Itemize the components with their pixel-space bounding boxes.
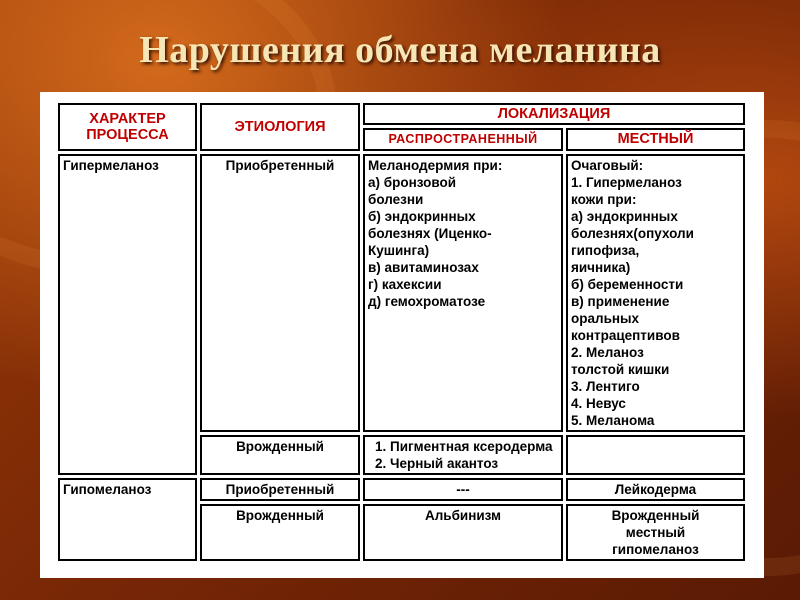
hyper-process-cell: Гипермеланоз (58, 154, 197, 475)
hyper-congenital-widespread (363, 435, 563, 475)
table-sheet (40, 92, 764, 578)
hypo-process-cell: Гипомеланоз (58, 478, 197, 561)
hyper-acquired-local: Очаговый: 1. Гипермеланоз кожи при: а) эндокринных болезнях(опухоли гипофиза, яичника) б) беременности в) применение оральных контрацептивов 2. Меланоз толстой кишки 3. Лентиго 4. Невус 5. Меланома (566, 154, 745, 432)
header-process: ХАРАКТЕР ПРОЦЕССА (58, 103, 197, 151)
list-item: 1. Пигментная ксеродерма (390, 438, 558, 455)
slide-title: Нарушения обмена меланина (139, 29, 661, 71)
hypo-congenital-widespread: Альбинизм (363, 504, 563, 561)
hyper-congenital-etiology: Врожденный (200, 435, 360, 475)
hypo-congenital-local: Врожденный местный гипомеланоз (566, 504, 745, 561)
hypo-acquired-etiology: Приобретенный (200, 478, 360, 501)
hypo-acquired-local: Лейкодерма (566, 478, 745, 501)
hyper-congenital-local (566, 435, 745, 475)
header-widespread: РАСПРОСТРАНЕННЫЙ (363, 128, 563, 151)
hypo-acquired-widespread: --- (363, 478, 563, 501)
congenital-widespread-list (368, 438, 558, 472)
hyper-acquired-etiology: Приобретенный (200, 154, 360, 432)
header-local: МЕСТНЫЙ (566, 128, 745, 151)
hyper-acquired-widespread: Меланодермия при: а) бронзовой болезни б) эндокринных болезнях (Иценко- Кушинга) в) авитаминозах г) кахексии д) гемохроматозе (363, 154, 563, 432)
hypo-congenital-etiology: Врожденный (200, 504, 360, 561)
melanin-disorders-table (55, 100, 748, 564)
header-localization: ЛОКАЛИЗАЦИЯ (363, 103, 745, 125)
list-item: 2. Черный акантоз (390, 455, 558, 472)
header-etiology: ЭТИОЛОГИЯ (200, 103, 360, 151)
